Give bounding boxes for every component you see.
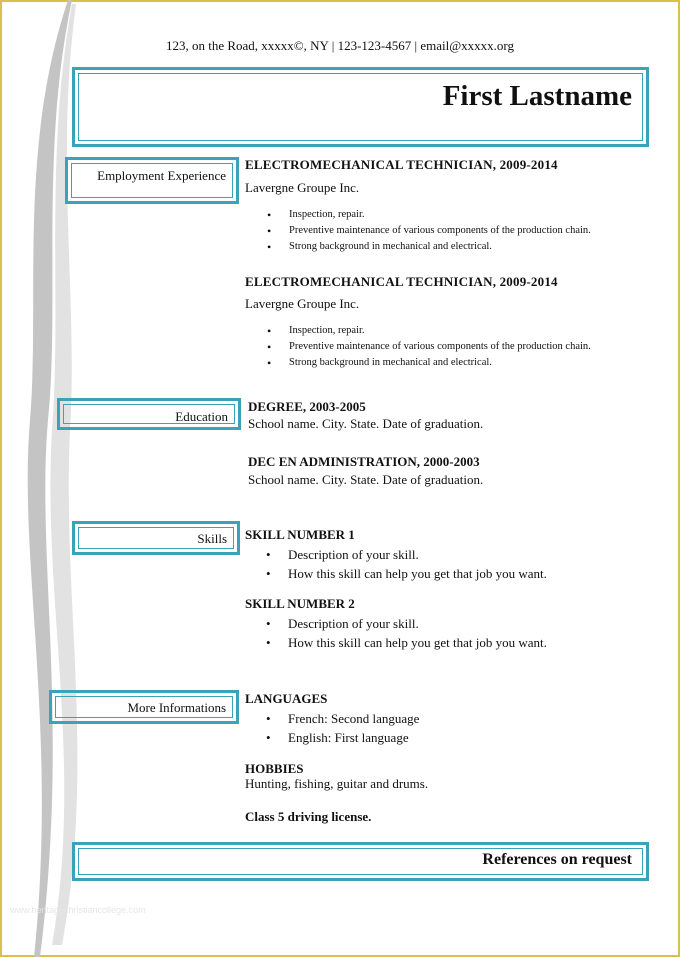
- hobbies-text: Hunting, fishing, guitar and drums.: [245, 776, 429, 791]
- languages-title: LANGUAGES: [245, 691, 328, 706]
- skill-points: [245, 545, 547, 583]
- degree-title: DEGREE, 2003-2005: [248, 399, 366, 414]
- language-item: • French: Second language: [245, 709, 419, 728]
- section-label-box-more: [49, 690, 239, 724]
- section-label-education: Education: [175, 409, 228, 424]
- section-label-box-skills: [72, 521, 240, 555]
- skill-point: • How this skill can help you get that job you want.: [245, 564, 547, 583]
- duty-item: • Preventive maintenance of various components of the production chain.: [247, 339, 591, 355]
- references-text: References on request: [482, 851, 632, 868]
- duty-list: [247, 323, 591, 371]
- duty-item: • Preventive maintenance of various components of the production chain.: [247, 223, 591, 239]
- duty-list: [247, 207, 591, 255]
- full-name: First Lastname: [442, 80, 632, 112]
- duty-item: • Inspection, repair.: [247, 207, 591, 223]
- section-label-more: More Informations: [127, 700, 226, 715]
- watermark: www.heritagechristiancollege.com: [10, 905, 146, 915]
- skill-point: • Description of your skill.: [245, 545, 547, 564]
- references-box: [72, 842, 649, 881]
- skill-points: [245, 614, 547, 652]
- section-label-skills: Skills: [197, 531, 227, 546]
- driving-license: Class 5 driving license.: [245, 809, 372, 824]
- languages-list: [245, 709, 419, 747]
- skill-title: SKILL NUMBER 1: [245, 527, 355, 542]
- company-name: Lavergne Groupe Inc.: [245, 296, 360, 311]
- degree-details: School name. City. State. Date of graduation.: [248, 416, 484, 431]
- degree-title: DEC EN ADMINISTRATION, 2000-2003: [248, 454, 480, 469]
- section-label-box-education: [57, 398, 241, 430]
- section-label-box-employment: [65, 157, 239, 204]
- duty-item: • Strong background in mechanical and electrical.: [247, 355, 591, 371]
- degree-details: School name. City. State. Date of graduation.: [248, 472, 484, 487]
- skill-point: • How this skill can help you get that job you want.: [245, 633, 547, 652]
- contact-line: 123, on the Road, xxxxx©, NY | 123-123-4567 | email@xxxxx.org: [165, 38, 515, 53]
- skill-title: SKILL NUMBER 2: [245, 596, 355, 611]
- job-title: ELECTROMECHANICAL TECHNICIAN, 2009-2014: [245, 274, 558, 289]
- language-item: • English: First language: [245, 728, 419, 747]
- duty-item: • Inspection, repair.: [247, 323, 591, 339]
- company-name: Lavergne Groupe Inc.: [245, 180, 360, 195]
- name-box: [72, 67, 649, 147]
- hobbies-title: HOBBIES: [245, 761, 304, 776]
- skill-point: • Description of your skill.: [245, 614, 547, 633]
- section-label-employment: Employment Experience: [97, 168, 226, 183]
- duty-item: • Strong background in mechanical and electrical.: [247, 239, 591, 255]
- job-title: ELECTROMECHANICAL TECHNICIAN, 2009-2014: [245, 157, 558, 172]
